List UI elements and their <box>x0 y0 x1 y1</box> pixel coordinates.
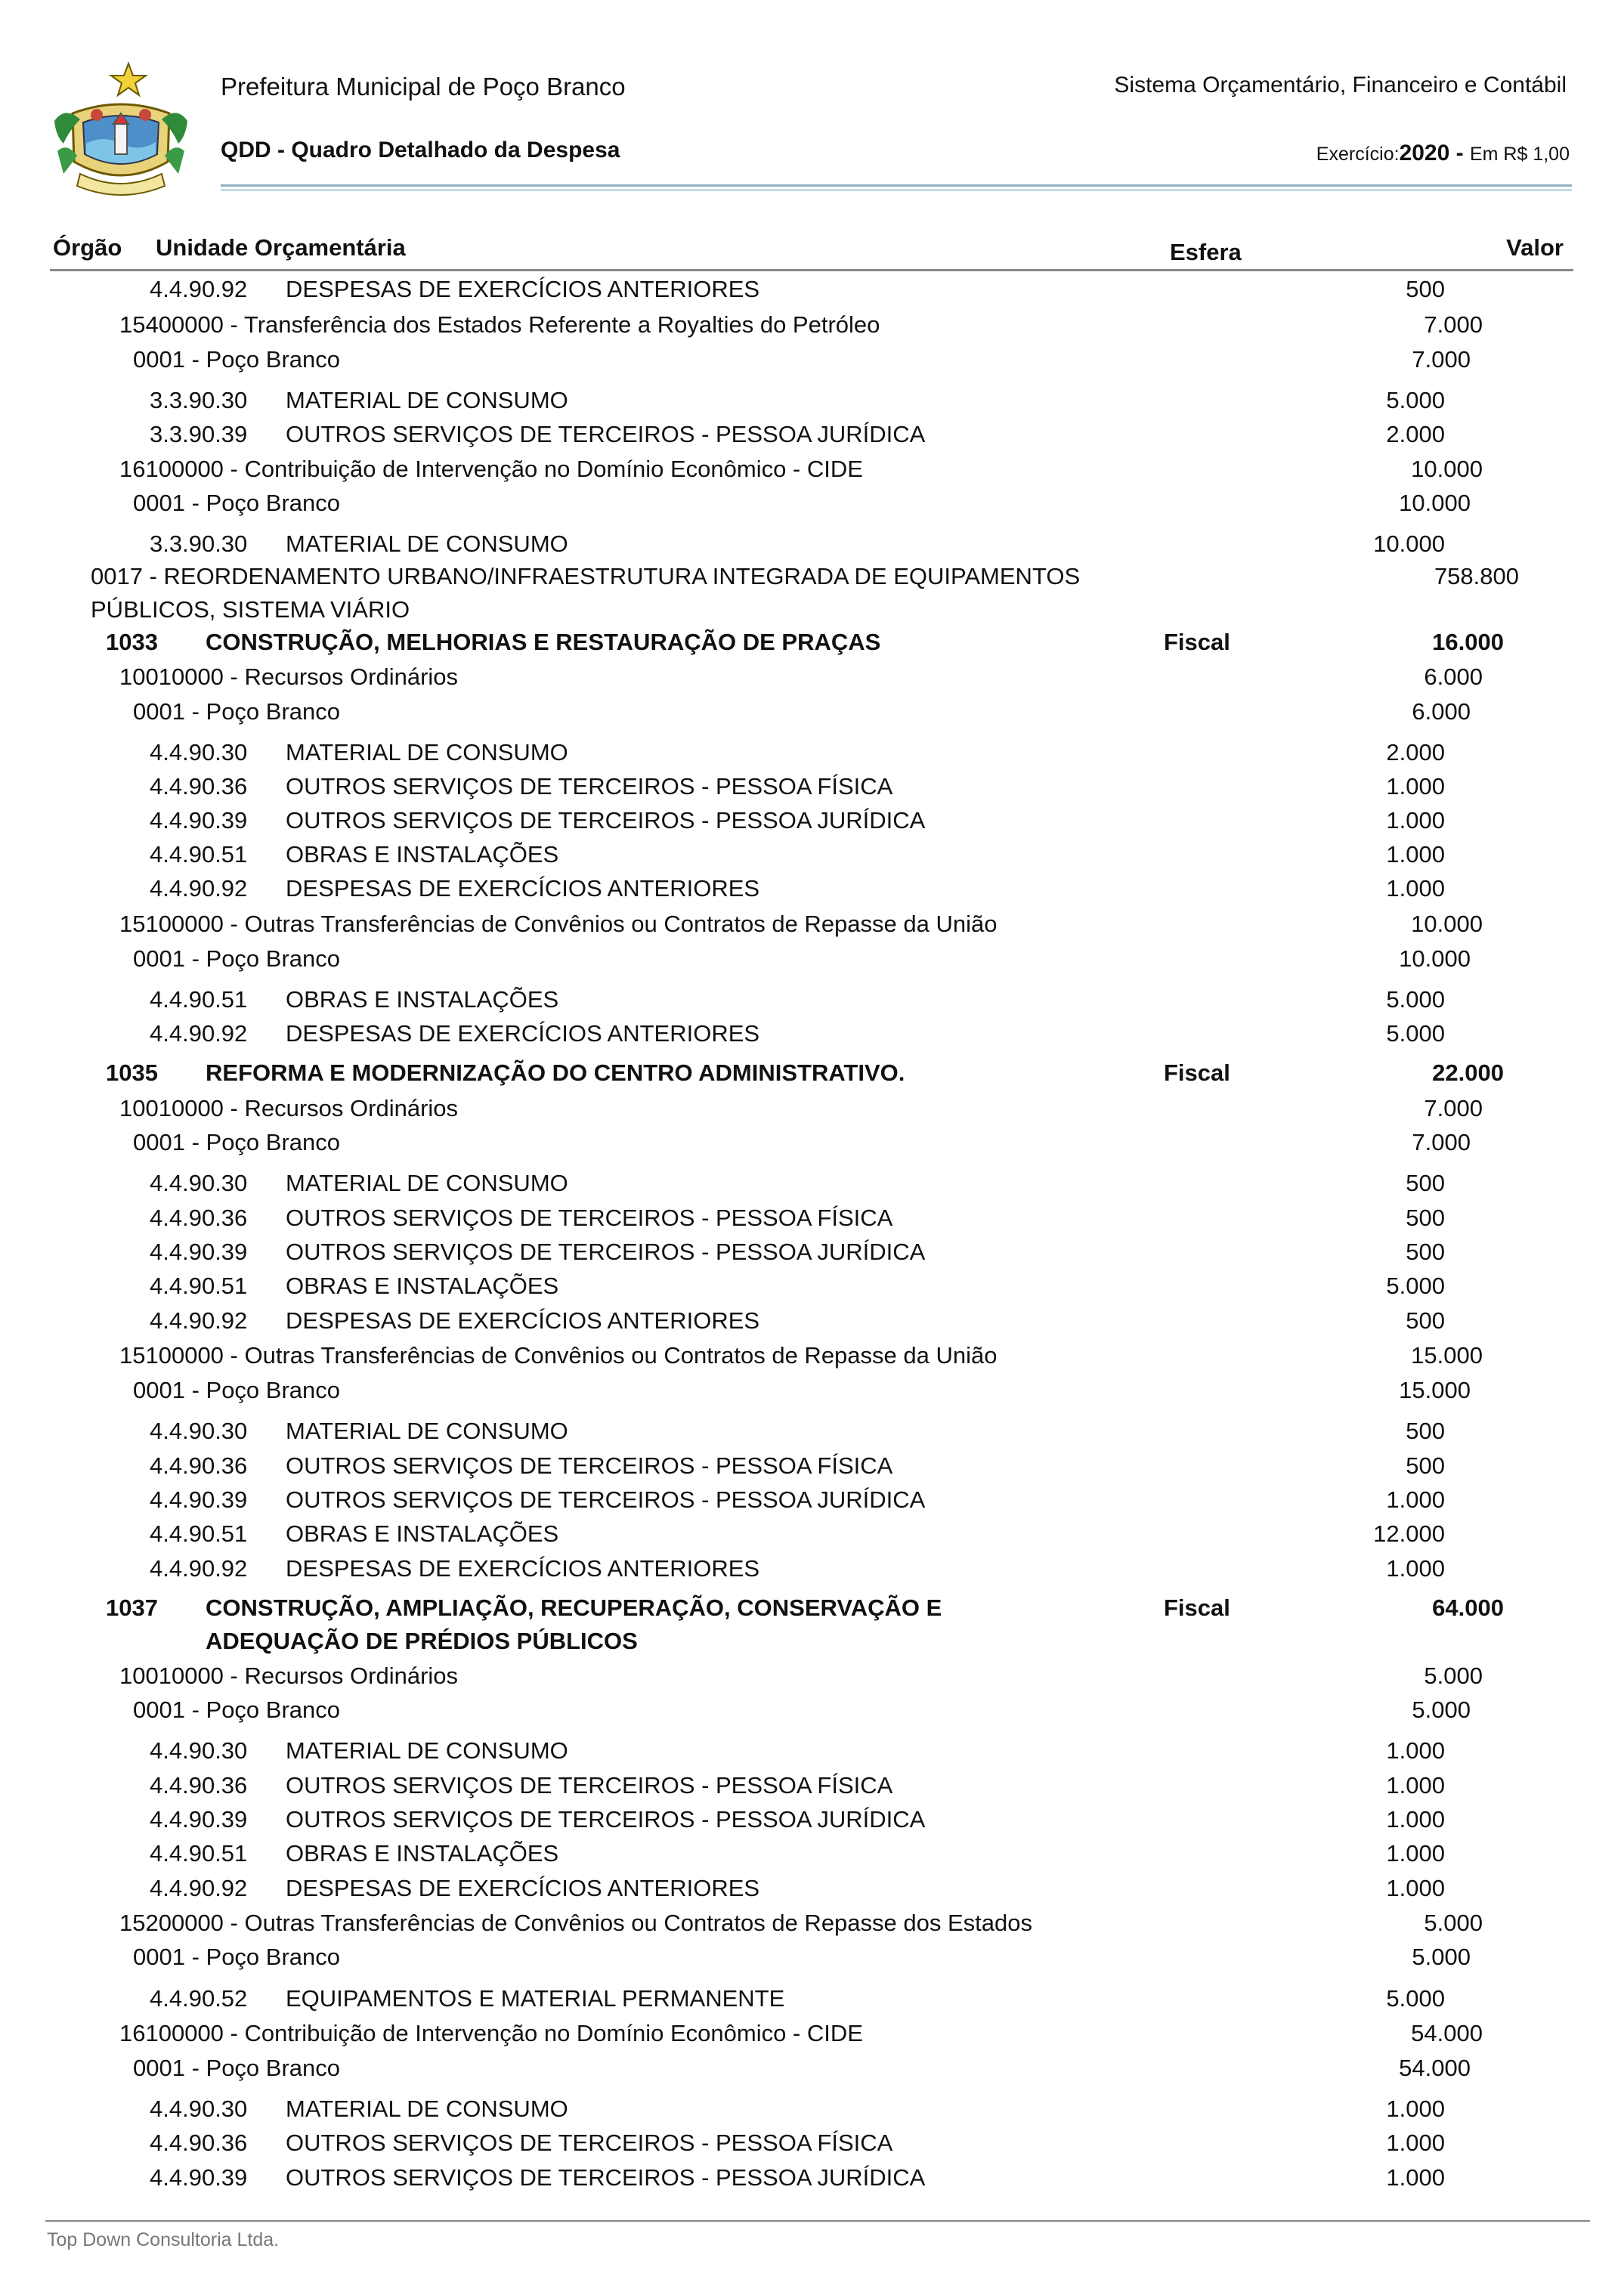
expense-code: 4.4.90.30 <box>150 2096 248 2122</box>
unit-label: 0001 - Poço Branco <box>133 945 341 972</box>
row-value: 5.000 <box>1424 1662 1483 1689</box>
row-value: 758.800 <box>1434 563 1519 589</box>
row-value: 1.000 <box>1386 875 1445 902</box>
expense-code: 4.4.90.39 <box>150 1486 248 1513</box>
expense-code: 4.4.90.51 <box>150 986 248 1013</box>
row-value: 5.000 <box>1386 1020 1445 1047</box>
row-value: 7.000 <box>1412 1129 1471 1155</box>
action-title: REFORMA E MODERNIZAÇÃO DO CENTRO ADMINISTRATIVO. <box>206 1059 905 1086</box>
table-row-item <box>0 2096 1624 2129</box>
table-row-source <box>0 663 1624 697</box>
row-value: 500 <box>1406 1239 1445 1265</box>
table-row-unit <box>0 945 1624 979</box>
table-row-unit <box>0 490 1624 523</box>
resource-source: 16100000 - Contribuição de Intervenção no Domínio Econômico - CIDE <box>119 2020 863 2046</box>
row-value: 10.000 <box>1411 911 1483 937</box>
row-value: 54.000 <box>1411 2020 1483 2046</box>
row-value: 2.000 <box>1386 421 1445 447</box>
row-value: 10.000 <box>1399 945 1471 972</box>
expense-description: EQUIPAMENTOS E MATERIAL PERMANENTE <box>286 1985 785 2012</box>
row-value: 7.000 <box>1412 346 1471 373</box>
row-value: 500 <box>1406 1205 1445 1231</box>
row-value: 6.000 <box>1412 698 1471 725</box>
expense-description: OUTROS SERVIÇOS DE TERCEIROS - PESSOA FÍSICA <box>286 1205 893 1231</box>
expense-description: DESPESAS DE EXERCÍCIOS ANTERIORES <box>286 1307 760 1334</box>
resource-source: 10010000 - Recursos Ordinários <box>119 1662 459 1689</box>
unit-label: 0001 - Poço Branco <box>133 1944 341 1970</box>
row-value: 500 <box>1406 1170 1445 1196</box>
resource-source: 10010000 - Recursos Ordinários <box>119 663 459 690</box>
row-value: 5.000 <box>1424 1910 1483 1936</box>
expense-description: DESPESAS DE EXERCÍCIOS ANTERIORES <box>286 875 760 902</box>
expense-description: OUTROS SERVIÇOS DE TERCEIROS - PESSOA JURÍDICA <box>286 421 926 447</box>
row-value: 7.000 <box>1424 1095 1483 1121</box>
expense-code: 4.4.90.36 <box>150 1205 248 1231</box>
table-row-source <box>0 1662 1624 1696</box>
table-row-action <box>0 629 1624 662</box>
expense-description: OUTROS SERVIÇOS DE TERCEIROS - PESSOA FÍSICA <box>286 773 893 800</box>
row-value: 16.000 <box>1432 629 1504 655</box>
resource-source: 15200000 - Outras Transferências de Convênios ou Contratos de Repasse dos Estados <box>119 1910 1033 1936</box>
row-value: 500 <box>1406 1307 1445 1334</box>
header-divider-light <box>221 189 1572 191</box>
expense-code: 4.4.90.30 <box>150 1737 248 1764</box>
row-value: 5.000 <box>1386 387 1445 413</box>
municipality-title: Prefeitura Municipal de Poço Branco <box>221 73 626 101</box>
expense-description: OUTROS SERVIÇOS DE TERCEIROS - PESSOA FÍSICA <box>286 1772 893 1799</box>
table-row-item <box>0 1840 1624 1873</box>
row-value: 5.000 <box>1412 1697 1471 1723</box>
expense-code: 4.4.90.51 <box>150 1840 248 1867</box>
resource-source: 15100000 - Outras Transferências de Convênios ou Contratos de Repasse da União <box>119 1342 998 1369</box>
row-value: 10.000 <box>1411 456 1483 482</box>
column-header-divider <box>50 269 1573 271</box>
exercise-year: 2020 <box>1399 141 1450 165</box>
row-value: 1.000 <box>1386 1840 1445 1867</box>
column-header-unidade: Unidade Orçamentária <box>156 234 406 261</box>
table-row-unit <box>0 346 1624 379</box>
table-row-source <box>0 911 1624 944</box>
expense-description: OUTROS SERVIÇOS DE TERCEIROS - PESSOA JURÍDICA <box>286 2164 926 2191</box>
table-row-item <box>0 2130 1624 2163</box>
row-value: 54.000 <box>1399 2055 1471 2081</box>
municipal-coat-of-arms-icon <box>50 60 192 203</box>
table-row-source <box>0 1342 1624 1375</box>
table-row-unit <box>0 698 1624 731</box>
table-row-item <box>0 1875 1624 1908</box>
esfera-value: Fiscal <box>1164 1059 1230 1086</box>
expense-code: 3.3.90.30 <box>150 530 248 557</box>
program-title: 0017 - REORDENAMENTO URBANO/INFRAESTRUTURA INTEGRADA DE EQUIPAMENTOS <box>91 563 1081 589</box>
expense-description: OBRAS E INSTALAÇÕES <box>286 1520 559 1547</box>
table-row-item <box>0 1772 1624 1805</box>
table-row-item <box>0 1806 1624 1839</box>
table-row-item <box>0 387 1624 420</box>
expense-code: 4.4.90.92 <box>150 875 248 902</box>
row-value: 6.000 <box>1424 663 1483 690</box>
table-row-item <box>0 875 1624 908</box>
expense-code: 4.4.90.39 <box>150 2164 248 2191</box>
table-row-action <box>0 1594 1624 1654</box>
table-row-item <box>0 1205 1624 1238</box>
resource-source: 10010000 - Recursos Ordinários <box>119 1095 459 1121</box>
expense-description: OBRAS E INSTALAÇÕES <box>286 986 559 1013</box>
table-row-item <box>0 276 1624 309</box>
table-row-item <box>0 2164 1624 2198</box>
expense-description: MATERIAL DE CONSUMO <box>286 2096 568 2122</box>
table-row-program <box>0 563 1624 623</box>
table-row-item <box>0 1020 1624 1053</box>
table-row-unit <box>0 1697 1624 1730</box>
row-value: 5.000 <box>1386 1273 1445 1299</box>
expense-code: 4.4.90.30 <box>150 1418 248 1444</box>
expense-description: OUTROS SERVIÇOS DE TERCEIROS - PESSOA FÍSICA <box>286 2130 893 2156</box>
system-name: Sistema Orçamentário, Financeiro e Contábil <box>1114 73 1567 97</box>
exercise-label: Exercício: <box>1316 144 1400 165</box>
table-row-item <box>0 1418 1624 1451</box>
expense-description: OUTROS SERVIÇOS DE TERCEIROS - PESSOA JURÍDICA <box>286 1806 926 1833</box>
expense-code: 4.4.90.92 <box>150 276 248 302</box>
unit-label: 0001 - Poço Branco <box>133 2055 341 2081</box>
row-value: 500 <box>1406 276 1445 302</box>
expense-description: MATERIAL DE CONSUMO <box>286 1170 568 1196</box>
expense-code: 4.4.90.36 <box>150 773 248 800</box>
table-row-item <box>0 1520 1624 1554</box>
table-row-item <box>0 1486 1624 1520</box>
footer-divider <box>45 2220 1590 2222</box>
table-row-source <box>0 1910 1624 1943</box>
currency-unit: Em R$ 1,00 <box>1469 144 1570 165</box>
table-row-source <box>0 1095 1624 1128</box>
expense-code: 4.4.90.92 <box>150 1555 248 1582</box>
table-row-item <box>0 1170 1624 1203</box>
row-value: 5.000 <box>1412 1944 1471 1970</box>
table-row-unit <box>0 1129 1624 1162</box>
row-value: 2.000 <box>1386 739 1445 766</box>
action-code: 1037 <box>106 1594 158 1621</box>
row-value: 1.000 <box>1386 2096 1445 2122</box>
program-title-continued: PÚBLICOS, SISTEMA VIÁRIO <box>91 596 410 623</box>
expense-code: 4.4.90.39 <box>150 1239 248 1265</box>
table-row-source <box>0 311 1624 345</box>
row-value: 1.000 <box>1386 1486 1445 1513</box>
expense-code: 3.3.90.30 <box>150 387 248 413</box>
action-code: 1035 <box>106 1059 158 1086</box>
table-row-unit <box>0 2055 1624 2088</box>
table-row-item <box>0 841 1624 874</box>
column-header-valor: Valor <box>1506 234 1564 261</box>
expense-description: OUTROS SERVIÇOS DE TERCEIROS - PESSOA JURÍDICA <box>286 1239 926 1265</box>
action-title-continued: ADEQUAÇÃO DE PRÉDIOS PÚBLICOS <box>206 1628 638 1654</box>
row-value: 5.000 <box>1386 1985 1445 2012</box>
expense-code: 4.4.90.92 <box>150 1020 248 1047</box>
row-value: 22.000 <box>1432 1059 1504 1086</box>
row-value: 1.000 <box>1386 1772 1445 1799</box>
row-value: 1.000 <box>1386 1875 1445 1901</box>
row-value: 64.000 <box>1432 1594 1504 1621</box>
expense-description: DESPESAS DE EXERCÍCIOS ANTERIORES <box>286 276 760 302</box>
row-value: 15.000 <box>1399 1377 1471 1403</box>
row-value: 1.000 <box>1386 2164 1445 2191</box>
expense-code: 4.4.90.51 <box>150 1520 248 1547</box>
table-row-item <box>0 1239 1624 1272</box>
expense-description: MATERIAL DE CONSUMO <box>286 387 568 413</box>
unit-label: 0001 - Poço Branco <box>133 698 341 725</box>
expense-description: OBRAS E INSTALAÇÕES <box>286 1840 559 1867</box>
table-row-item <box>0 421 1624 454</box>
column-header-esfera: Esfera <box>1170 239 1242 265</box>
exercise-separator: - <box>1449 141 1470 165</box>
expense-code: 4.4.90.39 <box>150 807 248 834</box>
row-value: 1.000 <box>1386 1555 1445 1582</box>
row-value: 10.000 <box>1373 530 1445 557</box>
row-value: 1.000 <box>1386 2130 1445 2156</box>
table-row-unit <box>0 1377 1624 1410</box>
expense-code: 4.4.90.92 <box>150 1307 248 1334</box>
table-row-item <box>0 773 1624 806</box>
expense-code: 4.4.90.51 <box>150 841 248 868</box>
resource-source: 16100000 - Contribuição de Intervenção no Domínio Econômico - CIDE <box>119 456 863 482</box>
row-value: 1.000 <box>1386 841 1445 868</box>
table-row-item <box>0 807 1624 840</box>
expense-description: OUTROS SERVIÇOS DE TERCEIROS - PESSOA FÍSICA <box>286 1452 893 1479</box>
expense-code: 4.4.90.36 <box>150 2130 248 2156</box>
header-divider <box>221 184 1572 187</box>
table-row-item <box>0 1555 1624 1588</box>
row-value: 1.000 <box>1386 773 1445 800</box>
row-value: 10.000 <box>1399 490 1471 516</box>
table-row-item <box>0 1737 1624 1771</box>
unit-label: 0001 - Poço Branco <box>133 490 341 516</box>
expense-description: MATERIAL DE CONSUMO <box>286 530 568 557</box>
table-row-source <box>0 2020 1624 2053</box>
exercise-info <box>1316 141 1570 166</box>
row-value: 1.000 <box>1386 807 1445 834</box>
expense-description: MATERIAL DE CONSUMO <box>286 1418 568 1444</box>
action-title: CONSTRUÇÃO, MELHORIAS E RESTAURAÇÃO DE PRAÇAS <box>206 629 881 655</box>
row-value: 1.000 <box>1386 1806 1445 1833</box>
report-subtitle: QDD - Quadro Detalhado da Despesa <box>221 138 620 162</box>
table-row-source <box>0 456 1624 489</box>
row-value: 1.000 <box>1386 1737 1445 1764</box>
row-value: 15.000 <box>1411 1342 1483 1369</box>
expense-description: OBRAS E INSTALAÇÕES <box>286 1273 559 1299</box>
table-row-action <box>0 1059 1624 1093</box>
expense-code: 4.4.90.36 <box>150 1772 248 1799</box>
row-value: 12.000 <box>1373 1520 1445 1547</box>
unit-label: 0001 - Poço Branco <box>133 1129 341 1155</box>
footer-company: Top Down Consultoria Ltda. <box>47 2229 280 2250</box>
row-value: 5.000 <box>1386 986 1445 1013</box>
expense-description: OUTROS SERVIÇOS DE TERCEIROS - PESSOA JURÍDICA <box>286 807 926 834</box>
table-row-item <box>0 739 1624 772</box>
expense-code: 4.4.90.30 <box>150 739 248 766</box>
table-row-unit <box>0 1944 1624 1977</box>
action-title: CONSTRUÇÃO, AMPLIAÇÃO, RECUPERAÇÃO, CONSERVAÇÃO E <box>206 1594 942 1621</box>
resource-source: 15100000 - Outras Transferências de Convênios ou Contratos de Repasse da União <box>119 911 998 937</box>
unit-label: 0001 - Poço Branco <box>133 346 341 373</box>
row-value: 500 <box>1406 1418 1445 1444</box>
expense-code: 4.4.90.30 <box>150 1170 248 1196</box>
expense-description: OBRAS E INSTALAÇÕES <box>286 841 559 868</box>
table-row-item <box>0 530 1624 564</box>
esfera-value: Fiscal <box>1164 629 1230 655</box>
table-row-item <box>0 1273 1624 1306</box>
row-value: 7.000 <box>1424 311 1483 338</box>
table-row-item <box>0 1985 1624 2018</box>
expense-description: OUTROS SERVIÇOS DE TERCEIROS - PESSOA JURÍDICA <box>286 1486 926 1513</box>
expense-description: MATERIAL DE CONSUMO <box>286 739 568 766</box>
resource-source: 15400000 - Transferência dos Estados Referente a Royalties do Petróleo <box>119 311 880 338</box>
column-header-orgao: Órgão <box>53 234 122 261</box>
expense-description: DESPESAS DE EXERCÍCIOS ANTERIORES <box>286 1555 760 1582</box>
expense-description: DESPESAS DE EXERCÍCIOS ANTERIORES <box>286 1020 760 1047</box>
table-row-item <box>0 986 1624 1019</box>
expense-code: 3.3.90.39 <box>150 421 248 447</box>
row-value: 500 <box>1406 1452 1445 1479</box>
expense-code: 4.4.90.39 <box>150 1806 248 1833</box>
expense-description: MATERIAL DE CONSUMO <box>286 1737 568 1764</box>
unit-label: 0001 - Poço Branco <box>133 1377 341 1403</box>
table-row-item <box>0 1452 1624 1486</box>
expense-code: 4.4.90.51 <box>150 1273 248 1299</box>
expense-code: 4.4.90.36 <box>150 1452 248 1479</box>
expense-code: 4.4.90.52 <box>150 1985 248 2012</box>
expense-description: DESPESAS DE EXERCÍCIOS ANTERIORES <box>286 1875 760 1901</box>
action-code: 1033 <box>106 629 158 655</box>
esfera-value: Fiscal <box>1164 1594 1230 1621</box>
table-row-item <box>0 1307 1624 1341</box>
expense-code: 4.4.90.92 <box>150 1875 248 1901</box>
unit-label: 0001 - Poço Branco <box>133 1697 341 1723</box>
